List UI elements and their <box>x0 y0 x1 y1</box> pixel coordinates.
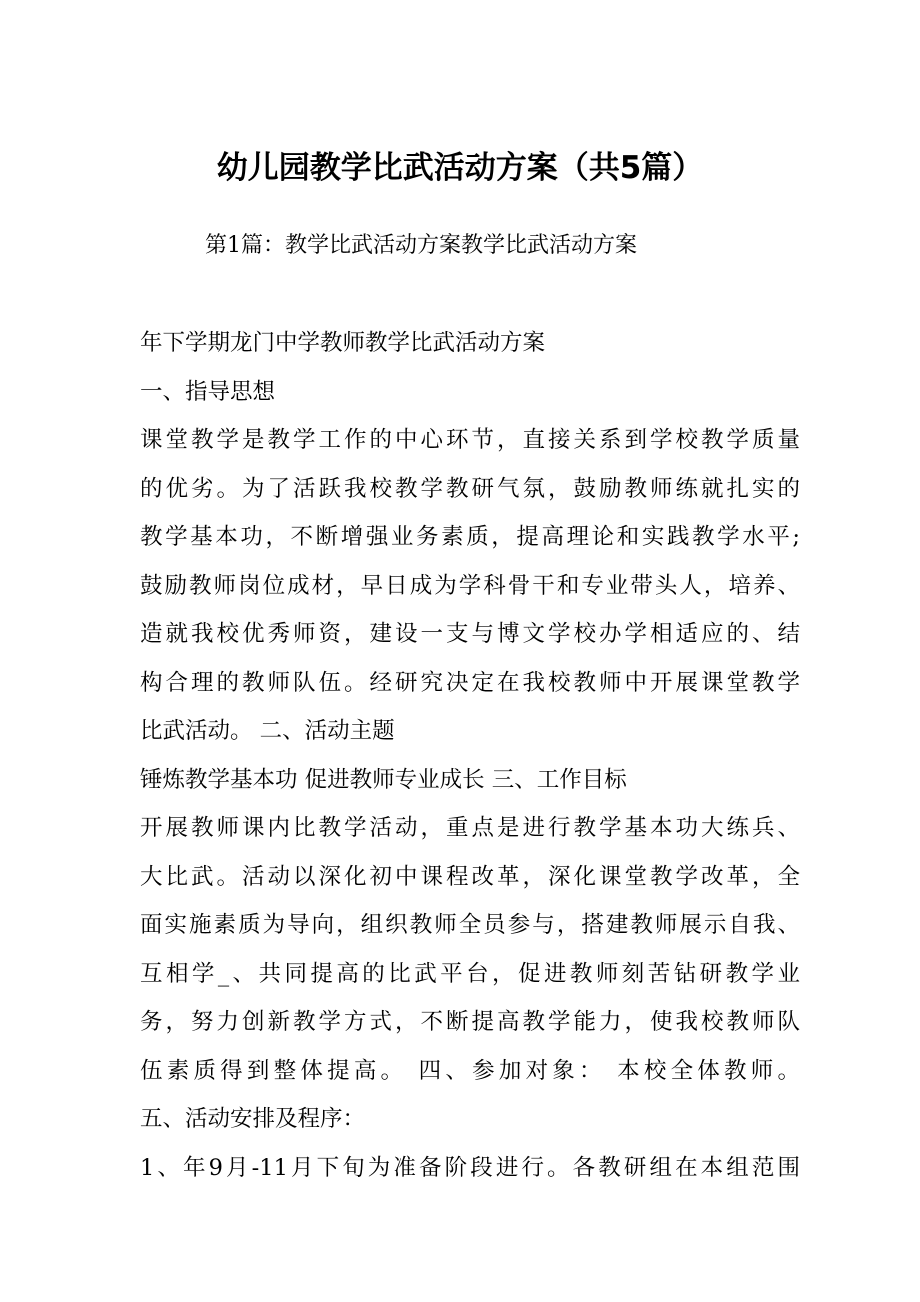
body-line: 大比武。活动以深化初中课程改革，深化课堂教学改革，全 <box>140 863 800 890</box>
body-line: 教学基本功，不断增强业务素质，提高理论和实践教学水平; <box>140 524 800 550</box>
body-line: 鼓励教师岗位成材，早日成为学科骨干和专业带头人，培养、 <box>140 572 800 599</box>
body-line: 锤炼教学基本功 促进教师专业成长 三、工作目标 <box>140 766 627 793</box>
body-line: 的优劣。为了活跃我校教学教研气氛，鼓励教师练就扎实的 <box>140 475 800 502</box>
body-line: 互相学_、共同提高的比武平台，促进教师刻苦钻研教学业 <box>140 960 800 987</box>
document-body <box>140 323 800 1196</box>
body-line: 一、指导思想 <box>140 378 276 405</box>
body-line: 课堂教学是教学工作的中心环节，直接关系到学校教学质量 <box>140 427 800 453</box>
body-line: 五、活动安排及程序： <box>140 1106 366 1132</box>
document-title: 幼儿园教学比武活动方案（共5篇） <box>216 150 704 186</box>
document-subtitle: 第1篇：教学比武活动方案教学比武活动方案 <box>205 233 637 258</box>
body-line: 造就我校优秀师资，建设一支与博文学校办学相适应的、结 <box>140 621 800 647</box>
body-line: 开展教师课内比教学活动，重点是进行教学基本功大练兵、 <box>140 815 800 841</box>
body-line: 构合理的教师队伍。经研究决定在我校教师中开展课堂教学 <box>140 669 800 696</box>
body-line: 比武活动。 二、活动主题 <box>140 718 395 744</box>
body-line: 面实施素质为导向，组织教师全员参与，搭建教师展示自我、 <box>140 912 800 938</box>
body-line: 1、年9月-11月下旬为准备阶段进行。各教研组在本组范围 <box>140 1154 800 1181</box>
body-line: 伍素质得到整体提高。 四、参加对象： 本校全体教师。 <box>140 1057 800 1084</box>
body-line: 务，努力创新教学方式，不断提高教学能力，使我校教师队 <box>140 1009 800 1035</box>
body-line: 年下学期龙门中学教师教学比武活动方案 <box>140 330 546 356</box>
